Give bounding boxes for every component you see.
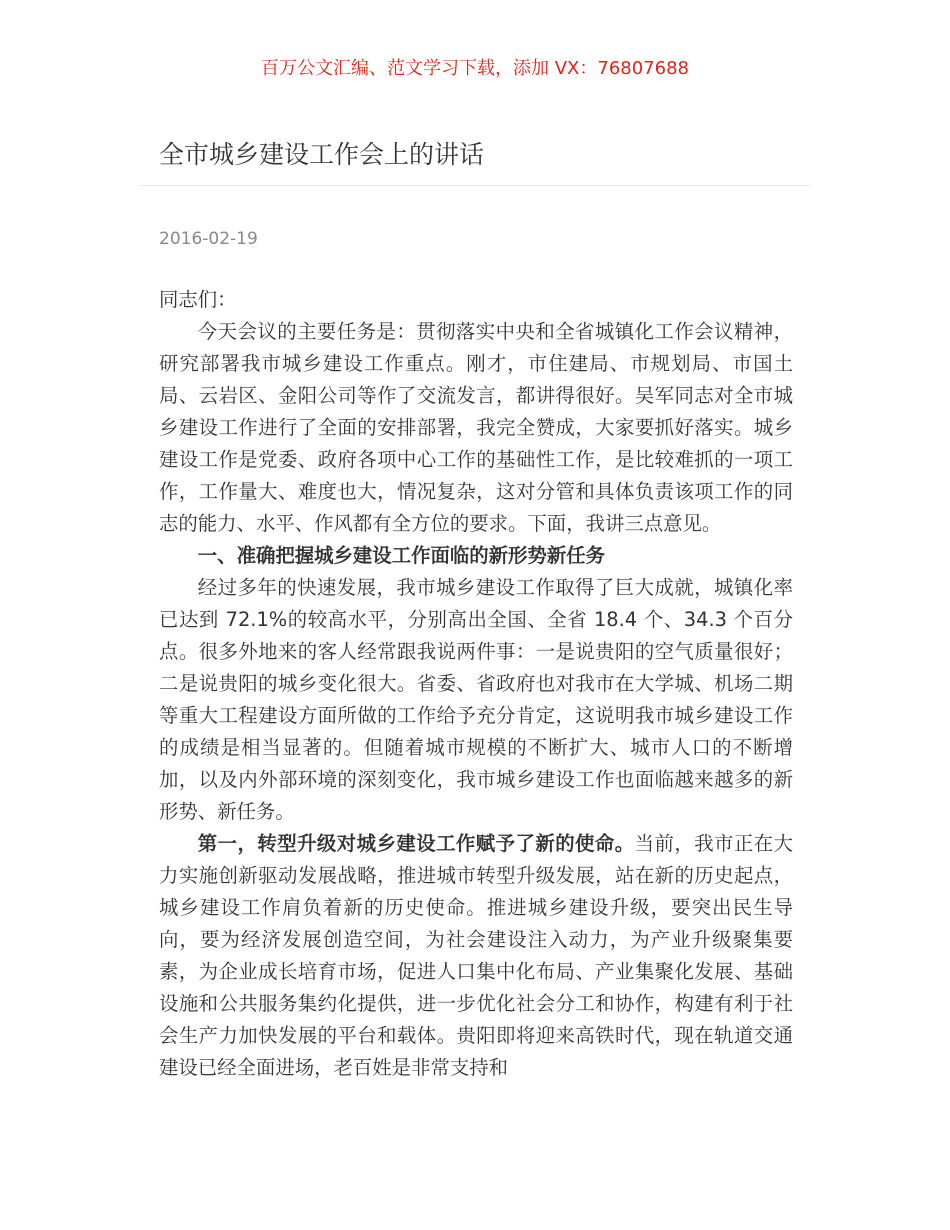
paragraph-transformation [159, 828, 793, 1084]
paragraph-intro: 今天会议的主要任务是：贯彻落实中央和全省城镇化工作会议精神，研究部署我市城乡建设工作重点。刚才，市住建局、市规划局、市国土局、云岩区、金阳公司等作了交流发言，都讲得很好。吴军同志对全市城乡建设工作进行了全面的安排部署，我完全赞成，大家要抓好落实。城乡建设工作是党委、政府各项中心工作的基础性工作，是比较难抓的一项工作，工作量大、难度也大，情况复杂，这对分管和具体负责该项工作的同志的能力、水平、作风都有全方位的要求。下面，我讲三点意见。 [159, 320, 793, 535]
paragraph-lead-bold: 第一，转型升级对城乡建设工作赋予了新的使命。 [197, 832, 635, 855]
paragraph-achievements: 经过多年的快速发展，我市城乡建设工作取得了巨大成就，城镇化率已达到 72.1%的较高水平，分别高出全国、全省 18.4 个、34.3 个百分点。很多外地来的客人经常跟我说两件事：一是说贵阳的空气质量很好；二是说贵阳的城乡变化很大。省委、省政府也对我市在大学城、机场二期等重大工程建设方面所做的工作给予充分肯定，这说明我市城乡建设工作的成绩是相当显著的。但随着城市规模的不断扩大、城市人口的不断增加，以及内外部环境的深刻变化，我市城乡建设工作也面临越来越多的新形势、新任务。 [159, 576, 793, 823]
promo-banner: 百万公文汇编、范文学习下载，添加 VX：76807688 [261, 58, 689, 79]
section-heading-1: 一、准确把握城乡建设工作面临的新形势新任务 [197, 544, 605, 567]
article-title: 全市城乡建设工作会上的讲话 [159, 140, 485, 169]
publish-date: 2016-02-19 [159, 229, 258, 249]
article-body [159, 284, 793, 1084]
salutation: 同志们： [159, 288, 237, 311]
title-divider [140, 185, 810, 186]
paragraph-rest: 当前，我市正在大力实施创新驱动发展战略，推进城市转型升级发展，站在新的历史起点，城乡建设工作肩负着新的历史使命。推进城乡建设升级，要突出民生导向，要为经济发展创造空间，为社会建设注入动力，为产业升级聚集要素，为企业成长培育市场，促进人口集中化布局、产业集聚化发展、基础设施和公共服务集约化提供，进一步优化社会分工和协作，构建有利于社会生产力加快发展的平台和载体。贵阳即将迎来高铁时代，现在轨道交通建设已经全面进场，老百姓是非常支持和 [159, 832, 794, 1079]
